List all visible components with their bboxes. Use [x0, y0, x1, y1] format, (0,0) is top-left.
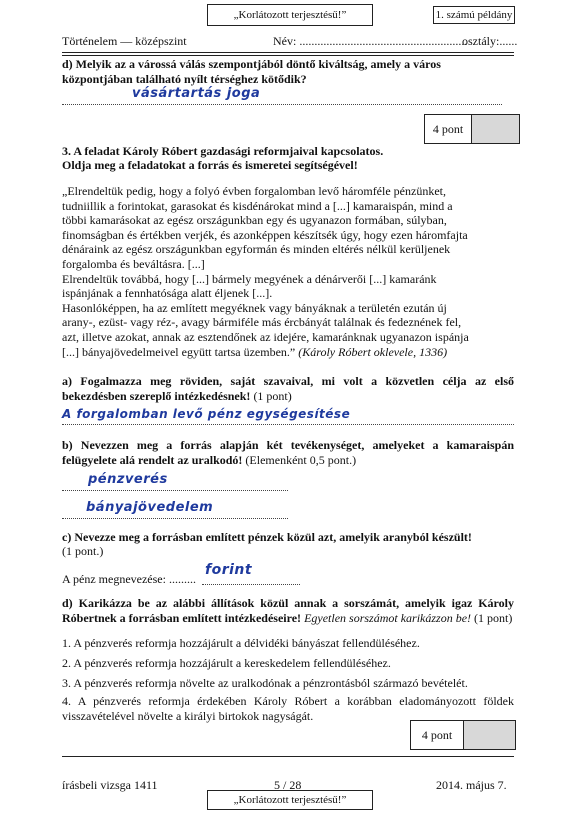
restricted-label-top: „Korlátozott terjesztésű!” — [207, 4, 373, 26]
question-d-prev: d) Melyik az a várossá válás szempontjából döntő kiváltság, amely a város központjában található nyílt térséghez kötődik? — [62, 57, 441, 86]
source-line-text: [...] bányajövedelmeivel együtt tartsa üzemben.” — [62, 344, 296, 359]
source-text — [62, 184, 514, 359]
answer-line — [202, 584, 300, 585]
source-line-text: arany-, ezüst- vagy réz-, avagy bármiféle más ércbányát találnak és fedeznének fel, — [62, 315, 462, 330]
exam-code: írásbeli vizsga 1411 — [62, 778, 158, 792]
question-d-note: Egyetlen sorszámot karikázzon be! — [304, 611, 472, 625]
question-c-points: (1 pont.) — [62, 544, 104, 558]
question-c-label: A pénz megnevezése: ......... — [62, 572, 196, 586]
answer-line — [62, 104, 502, 105]
question-a — [62, 374, 514, 404]
source-line-text: „Elrendeltük pedig, hogy a folyó évben forgalomban levő háromféle pénzünket, — [62, 184, 446, 198]
task3-instruction: Oldja meg a feladatokat a forrás és ismeretei segítségével! — [62, 158, 358, 172]
handwritten-answer-d-prev: vásártartás joga — [132, 86, 261, 101]
page-number: 5 / 28 — [274, 778, 302, 792]
question-a-text: a) Fogalmazza meg röviden, saját szavaival, mi volt a közvetlen célja az első bekezdésben szereplő intézkedésnek! — [62, 374, 514, 403]
source-line — [62, 228, 514, 243]
source-line-text: finomságban és értékben verjék, és azonképpen készítsék úgy, hogy ezen háromfajta — [62, 227, 468, 242]
handwritten-answer-b2: bányajövedelem — [86, 500, 214, 515]
question-d — [62, 596, 514, 626]
score-box-2 — [410, 720, 516, 750]
question-d-points: (1 pont) — [474, 611, 513, 625]
source-line — [62, 257, 514, 272]
source-line — [62, 242, 514, 257]
option-2[interactable]: 2. A pénzverés reformja hozzájárult a kereskedelem fellendüléséhez. — [62, 656, 391, 670]
source-line-text: ispánjának a fennhatósága alatt éljenek [...]. — [62, 286, 273, 301]
source-citation: (Károly Róbert oklevele, 1336) — [298, 344, 448, 359]
source-line-text: többi kamarásokat az egész országunkban egy és ugyanazon formában, súlyban, — [62, 213, 447, 228]
class-field: osztály:...... — [462, 34, 518, 48]
exam-date: 2014. május 7. — [436, 778, 507, 792]
task3-title: 3. A feladat Károly Róbert gazdasági reformjaival kapcsolatos. — [62, 144, 384, 158]
answer-line — [62, 424, 514, 425]
handwritten-answer-c: forint — [205, 562, 253, 578]
source-line — [62, 272, 514, 287]
question-b — [62, 438, 514, 468]
question-b-text: b) Nevezzen meg a forrás alapján két tevékenységet, amelyeket a kamaraispán felügyelete alá rendelt az uralkodó! — [62, 438, 514, 467]
question-c-text: c) Nevezze meg a forrásban említett pénzek közül azt, amelyik aranyból készült! — [62, 530, 472, 544]
restricted-label-bottom: „Korlátozott terjesztésű!” — [207, 790, 373, 810]
question-d-text: d) Karikázza be az alábbi állítások közül annak a sorszámát, amelyik igaz Károly Róbertnek a forrásban említett intézkedéseire! — [62, 596, 514, 625]
score-field — [472, 115, 519, 143]
score-field — [464, 721, 515, 749]
score-label: 4 pont — [425, 115, 472, 143]
subject-title: Történelem — középszint — [62, 34, 187, 48]
source-line — [62, 199, 514, 214]
answer-line — [62, 490, 288, 491]
source-line — [62, 213, 514, 228]
option-4[interactable]: 4. A pénzverés reformja érdekében Károly Róbert a korábban eladományozott földek visszavételével növelte a királyi birtokok nagyságát. — [62, 694, 514, 723]
copy-number-label: 1. számú példány — [433, 6, 515, 24]
source-line-text: forgalomba és beváltásra. [...] — [62, 256, 205, 271]
source-line-text: tudniillik a forintokat, garasokat és kisdénárokat mind a [...] kamaraispán, mind a — [62, 198, 453, 213]
source-line — [62, 345, 514, 360]
name-field: Név: ........................................................ — [273, 34, 468, 48]
source-line-text: dénáraink az egész országunkban egyformán és minden eltérés nélkül kerüljenek — [62, 242, 451, 257]
question-b-points: (Elemenként 0,5 pont.) — [245, 453, 357, 467]
source-line-text: azt, illetve azokat, annak az esztendőnek az idejére, kamaránknak ugyanazon ispánja — [62, 329, 469, 344]
source-line-text: Hasonlóképpen, ha az említett megyéknek vagy bányáknak a területén ezután új — [62, 300, 447, 315]
handwritten-answer-a: A forgalomban levő pénz egységesítése — [62, 407, 351, 421]
source-line — [62, 301, 514, 316]
source-line — [62, 330, 514, 345]
source-line — [62, 184, 514, 199]
handwritten-answer-b1: pénzverés — [88, 472, 168, 487]
source-line-text: Elrendeltük továbbá, hogy [...] bármely megyének a dénárverői [...] kamaránk — [62, 271, 437, 286]
answer-line — [62, 518, 288, 519]
score-label: 4 pont — [411, 721, 464, 749]
source-line — [62, 315, 514, 330]
question-a-points: (1 pont) — [253, 389, 292, 403]
option-3[interactable]: 3. A pénzverés reformja növelte az uralkodónak a pénzrontásból származó bevételét. — [62, 676, 468, 690]
option-1[interactable]: 1. A pénzverés reformja hozzájárult a délvidéki bányászat fellendüléséhez. — [62, 636, 420, 650]
score-box-1 — [424, 114, 520, 144]
source-line — [62, 286, 514, 301]
